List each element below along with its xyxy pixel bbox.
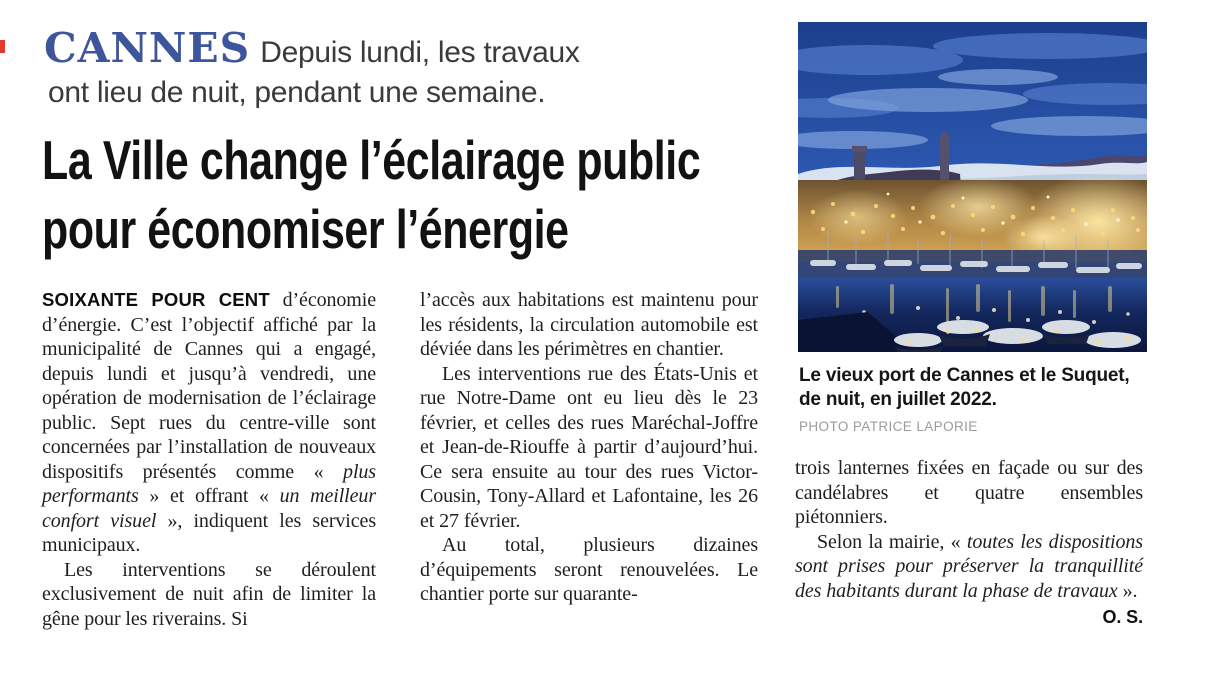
kicker [44, 24, 744, 110]
photo-credit: PHOTO PATRICE LAPORIE [799, 419, 978, 434]
article-column-3 [795, 456, 1143, 630]
red-crop-mark [0, 40, 5, 53]
quoted-phrase: un meilleur confort visuel [42, 485, 376, 532]
kicker-city-label: CANNES [44, 24, 251, 72]
paragraph-quote [795, 530, 1143, 604]
article-column-1 [42, 288, 376, 631]
headline [42, 126, 886, 264]
author-initials: O. S. [1102, 607, 1143, 627]
body-text: » et offrant « [149, 485, 269, 507]
port-night-scene-graphic [798, 22, 1147, 352]
paragraph: l’accès aux habitations est maintenu pour les résidents, la circulation automobile est déviée dans les périmètres en chantier. [420, 289, 758, 360]
body-text: d’économie d’énergie. C’est l’objectif affiché par la municipalité de Cannes qui a engagé, depuis lundi et jusqu’à vendredi, une opération de modernisation de l’éclairage public. Sept rues du centre-ville sont concernées par l’installation de nouveaux dispositifs présentés comme « [42, 289, 376, 483]
quoted-phrase: toutes les dispositions sont prises pour préserver la tranquillité des habitants durant la phase de travaux [795, 530, 1143, 602]
kicker-line-1 [44, 24, 744, 72]
kicker-text-2: ont lieu de nuit, pendant une semaine. [48, 76, 546, 109]
headline-line-1: La Ville change l’éclairage public [42, 129, 701, 191]
kicker-text-1: Depuis lundi, les travaux [260, 36, 580, 69]
cannes-port-night-photo [798, 22, 1147, 352]
lead-in-phrase: SOIXANTE POUR CENT [42, 289, 270, 310]
paragraph: trois lanternes fixées en façade ou sur des candélabres et quatre ensembles piétonniers. [795, 457, 1143, 528]
paragraph: Au total, plusieurs dizaines d’équipements seront renouvelées. Le chantier porte sur quarante- [420, 534, 758, 605]
body-text: Selon la mairie, « [817, 530, 961, 553]
paragraph: Les interventions se déroulent exclusivement de nuit afin de limiter la gêne pour les riverains. Si [42, 558, 376, 630]
body-text: ». [1122, 579, 1138, 602]
photo-caption-block [799, 364, 1148, 434]
photo-caption: Le vieux port de Cannes et le Suquet, de nuit, en juillet 2022. [799, 365, 1130, 410]
body-text: », indiquent les services municipaux. [42, 509, 377, 556]
headline-line-2: pour économiser l’énergie [42, 198, 569, 260]
article-column-2 [420, 288, 758, 607]
quoted-phrase: plus performants [42, 460, 376, 507]
paragraph-lead [42, 288, 376, 558]
paragraph: Les interventions rue des États-Unis et rue Notre-Dame ont eu lieu dès le 23 février, et celles des rues Maréchal-Joffre et Jean-de-Riouffe à partir d’aujourd’hui. Ce sera ensuite au tour des rues Victor-Cousin, Tony-Allard et Lafontaine, les 26 et 27 février. [420, 362, 758, 532]
